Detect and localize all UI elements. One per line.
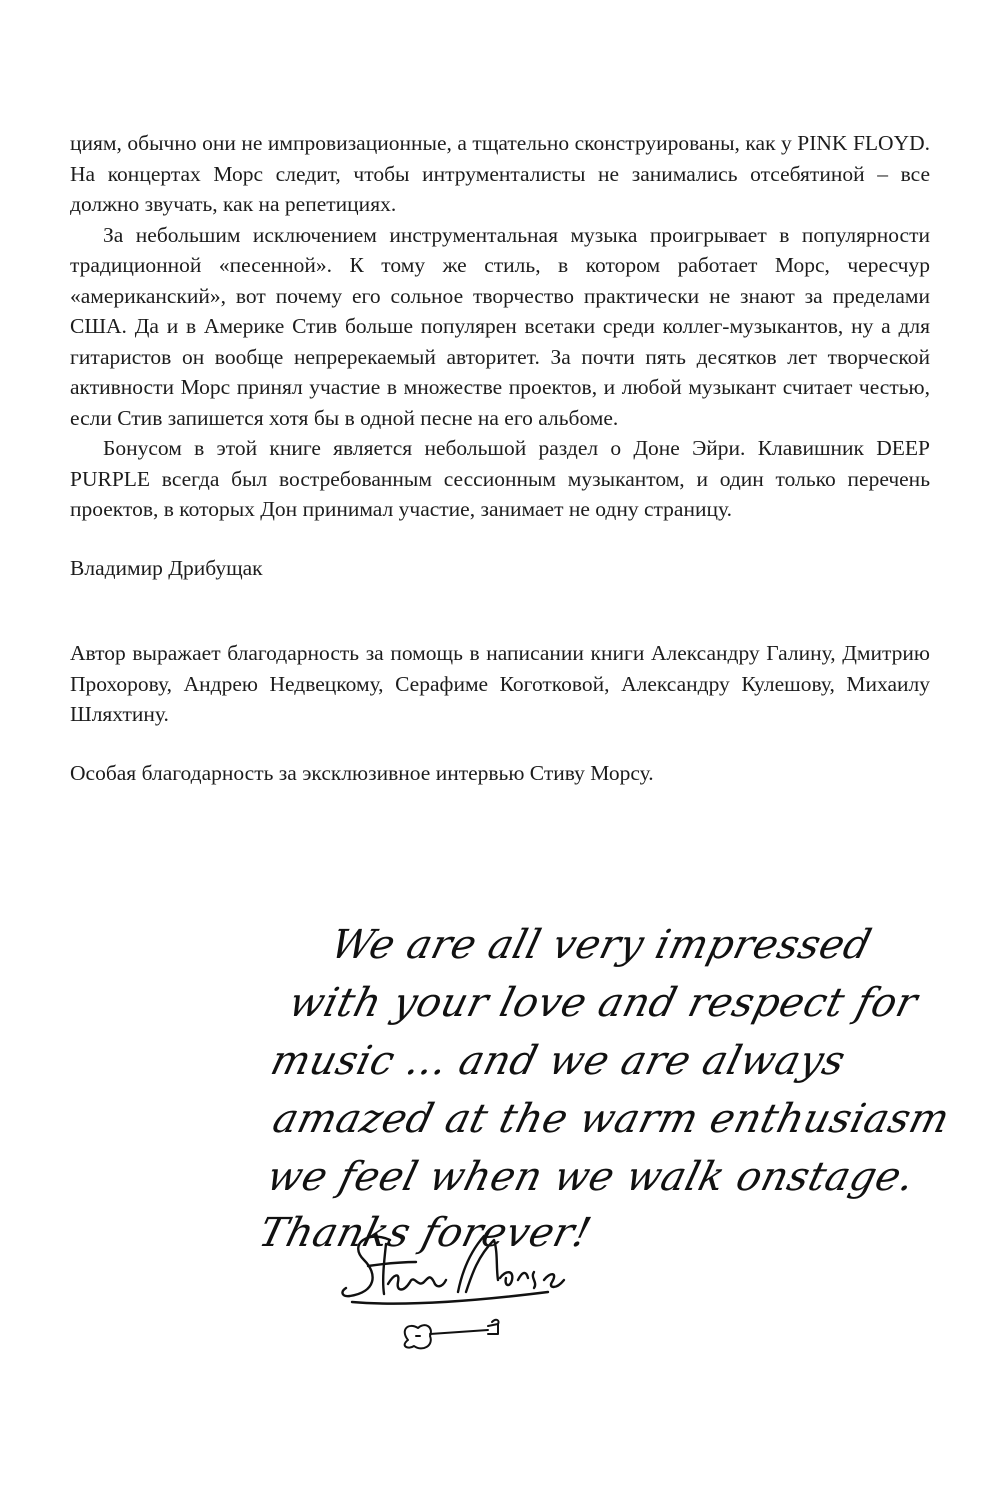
body-text — [70, 128, 930, 788]
acknowledgements-general: Автор выражает благодарность за помощь в написании книги Александру Галину, Дмитрию Прохорову, Андрею Недвецкому, Серафиме Коготковой, Александру Кулешову, Михаилу Шляхтину. — [70, 641, 930, 726]
handwritten-line-3: music ... and we are always — [266, 1038, 850, 1084]
acknowledgements-special: Особая благодарность за эксклюзивное интервью Стиву Морсу. — [70, 760, 654, 785]
handwritten-line-6: Thanks forever! — [254, 1210, 596, 1256]
paragraph-don-airey-bonus: Бонусом в этой книге является небольшой раздел о Доне Эйри. Клавишник DEEP PURPLE всегда был востребованным сессионным музыкантом, и один только перечень проектов, в которых Дон принимал участие, занимает не одну страницу. — [70, 436, 930, 521]
handwritten-line-2: with your love and respect for — [284, 980, 923, 1026]
handwritten-line-1: We are all very impressed — [326, 922, 877, 968]
handwritten-line-5: we feel when we walk onstage. — [262, 1154, 920, 1200]
paragraph-instrumental-music: За небольшим исключением инструментальная музыка проигрывает в популярности традиционной «песенной». К тому же стиль, в котором работает Морс, чересчур «американский», вот почему его сольное творчество практически не знают за пределами США. Да и в Америке Стив больше популярен всетаки среди коллег-музыкантов, ну а для гитаристов он вообще непререкаемый авторитет. За почти пять десятков лет творческой активности Морс принял участие в множестве проектов, и любой музыкант считает честью, если Стив запишется хотя бы в одной песне на его альбоме. — [70, 222, 930, 430]
paragraph-continued: циям, обычно они не импровизационные, а тщательно сконструированы, как у PINK FLOYD. На концертах Морс следит, чтобы интрументалисты не занимались отсебятиной – все должно звучать, как на репетициях. — [70, 131, 930, 216]
handwritten-line-4: amazed at the warm enthusiasm — [268, 1096, 955, 1142]
author-signature-line: Владимир Дрибущак — [70, 555, 263, 580]
steve-morse-signature — [338, 1222, 578, 1372]
